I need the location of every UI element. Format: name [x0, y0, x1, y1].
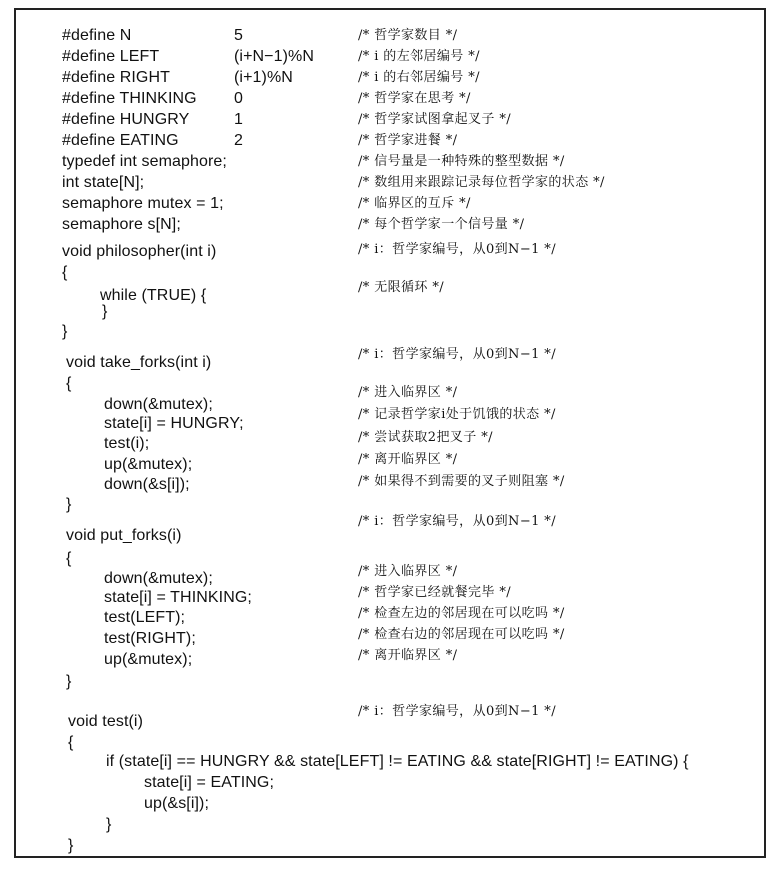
- comment: /* 数组用来跟踪记录每位哲学家的状态 */: [358, 175, 605, 190]
- code-line: semaphore mutex = 1;: [62, 195, 224, 212]
- close-brace: }: [66, 673, 72, 690]
- comment: /* 离开临界区 */: [358, 648, 458, 663]
- code-line: state[i] = EATING;: [144, 774, 274, 791]
- comment: /* 临界区的互斥 */: [358, 196, 471, 211]
- comment: /* 尝试获取2把叉子 */: [358, 430, 493, 445]
- inner-close-brace: }: [102, 303, 108, 320]
- inner-close-brace: }: [106, 816, 112, 833]
- define-name: #define RIGHT: [62, 69, 171, 86]
- comment: /* 哲学家进餐 */: [358, 133, 458, 148]
- code-line: up(&mutex);: [104, 456, 193, 473]
- code-line: down(&mutex);: [104, 570, 213, 587]
- comment: /* 哲学家数目 */: [358, 28, 458, 43]
- code-line: down(&s[i]);: [104, 476, 190, 493]
- comment: /* 哲学家已经就餐完毕 */: [358, 585, 512, 600]
- code-line: test(RIGHT);: [104, 630, 196, 647]
- comment: /* 进入临界区 */: [358, 564, 458, 579]
- comment: /* 检查左边的邻居现在可以吃吗 */: [358, 606, 565, 621]
- comment: /* i：哲学家编号，从0到N−1 */: [358, 704, 556, 719]
- comment: /* 如果得不到需要的叉子则阻塞 */: [358, 474, 565, 489]
- define-name: #define THINKING: [62, 90, 197, 107]
- comment: /* i：哲学家编号，从0到N−1 */: [358, 514, 556, 529]
- comment: /* 记录哲学家i处于饥饿的状态 */: [358, 407, 556, 422]
- comment: /* 离开临界区 */: [358, 452, 458, 467]
- close-brace: }: [62, 323, 68, 340]
- define-value: (i+1)%N: [234, 69, 293, 86]
- open-brace: {: [62, 264, 68, 281]
- comment: /* 进入临界区 */: [358, 385, 458, 400]
- comment: /* 无限循环 */: [358, 280, 445, 295]
- define-name: #define HUNGRY: [62, 111, 190, 128]
- code-line: state[i] = THINKING;: [104, 589, 252, 606]
- define-name: #define LEFT: [62, 48, 160, 65]
- define-value: (i+N−1)%N: [234, 48, 315, 65]
- code-line: state[i] = HUNGRY;: [104, 415, 244, 432]
- code-line: typedef int semaphore;: [62, 153, 227, 170]
- comment: /* i：哲学家编号，从0到N−1 */: [358, 242, 556, 257]
- code-line: while (TRUE) {: [100, 287, 207, 304]
- define-value: 0: [234, 90, 243, 107]
- comment: /* 检查右边的邻居现在可以吃吗 */: [358, 627, 565, 642]
- open-brace: {: [66, 375, 72, 392]
- close-brace: }: [66, 496, 72, 513]
- function-signature-philosopher: void philosopher(int i): [62, 243, 217, 260]
- open-brace: {: [66, 550, 72, 567]
- comment: /* i 的左邻居编号 */: [358, 49, 480, 64]
- define-value: 1: [234, 111, 243, 128]
- code-line: test(i);: [104, 435, 150, 452]
- code-line: up(&mutex);: [104, 651, 193, 668]
- close-brace: }: [68, 837, 74, 854]
- comment: /* i：哲学家编号，从0到N−1 */: [358, 347, 556, 362]
- comment: /* 哲学家在思考 */: [358, 91, 471, 106]
- comment: /* 信号量是一种特殊的整型数据 */: [358, 154, 565, 169]
- open-brace: {: [68, 734, 74, 751]
- code-line: down(&mutex);: [104, 396, 213, 413]
- define-name: #define EATING: [62, 132, 179, 149]
- code-line: up(&s[i]);: [144, 795, 210, 812]
- comment: /* i 的右邻居编号 */: [358, 70, 480, 85]
- function-signature-put-forks: void put_forks(i): [66, 527, 182, 544]
- code-line: if (state[i] == HUNGRY && state[LEFT] != EATING && state[RIGHT] != EATING) {: [106, 753, 689, 770]
- define-value: 2: [234, 132, 243, 149]
- code-line: test(LEFT);: [104, 609, 186, 626]
- comment: /* 每个哲学家一个信号量 */: [358, 217, 525, 232]
- code-line: int state[N];: [62, 174, 145, 191]
- define-name: #define N: [62, 27, 132, 44]
- function-signature-test: void test(i): [68, 713, 143, 730]
- code-line: semaphore s[N];: [62, 216, 181, 233]
- define-value: 5: [234, 27, 243, 44]
- function-signature-take-forks: void take_forks(int i): [66, 354, 212, 371]
- comment: /* 哲学家试图拿起叉子 */: [358, 112, 512, 127]
